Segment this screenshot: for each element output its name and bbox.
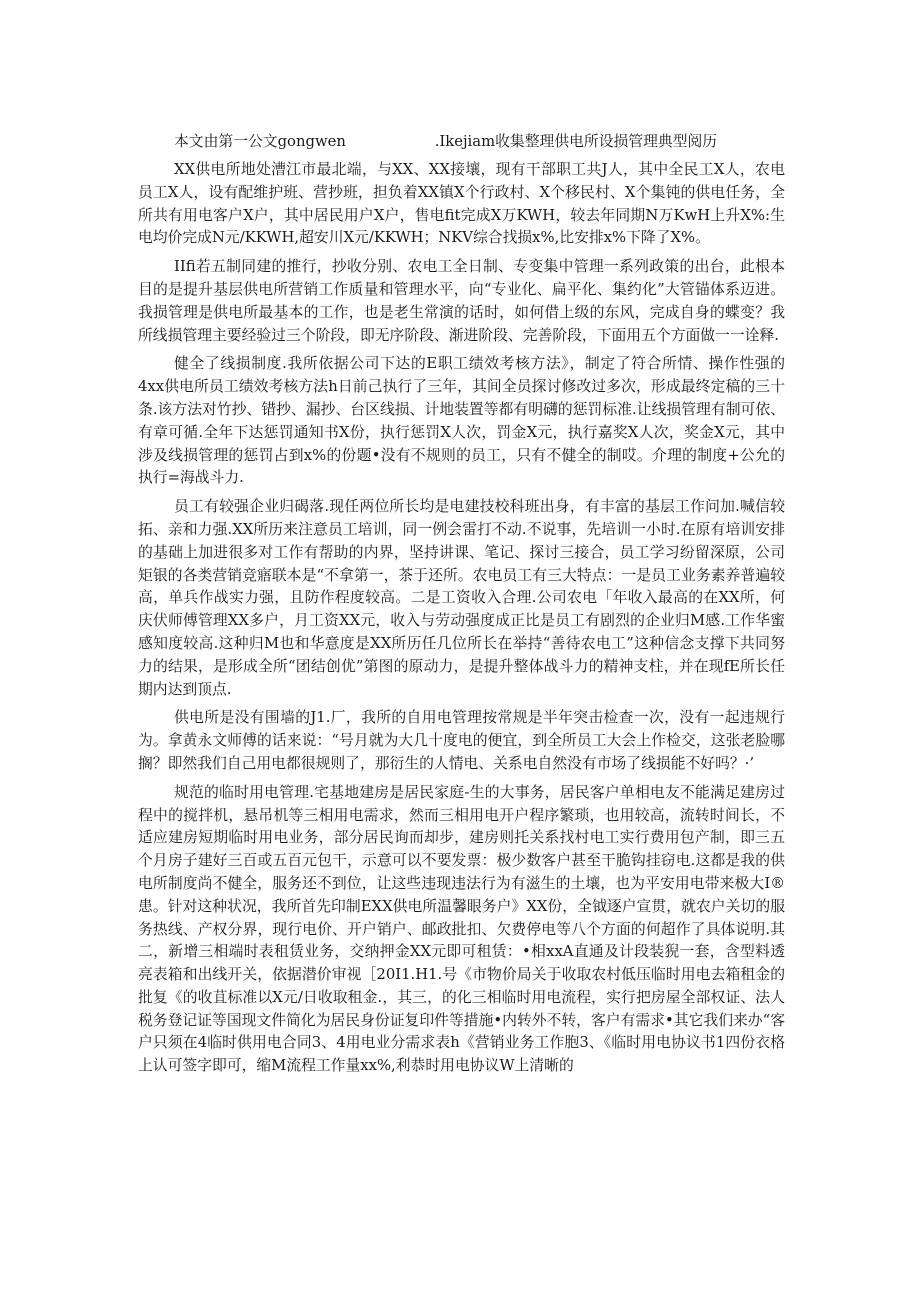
paragraph-temporary-power: 规范的临时用电管理.宅基地建房是居民家庭-生的大事务，居民客户单相电友不能满足建房过程中的搅拌机，悬吊机等三相用电需求，然而三相用电开户程序繁琐，也用较高，流转时间长，不适应建房短期临时用电业务，部分居民询而却步，建房则托关系找村电工实行费用包产制，即三五个月房子建好三百或五百元包干，示意可以不要发票：极少数客户甚至干脆钩挂窃电.这都是我的供电所制度尚不健全，服务还不到位，让这些违现违法行为有滋生的土壤，也为平安用电带来极大I®患。针对这种状况，我所首先印制EXX供电所温馨眼务户》XX份，全钺逐户宣贯，就农户关切的服务热线、产权分界，现行电价、开户销户、邮政批扣、欠费停电等八个方面的何超作了具体说明.其二，新增三相端时表租赁业务，交纳押金XX元即可租赁：•相xxA直通及计段装猊一套，含型料透亮表箱和出线开关，依据潜价审视［20I1.H1.号《市物价局关于收取农村低压临时用电去箱租金的批复《的收苴标准以X元/日收取租金.，其三，的化三相临时用电流程，实行把房屋全部权证、法人税务登记证等国现文件简化为居民身份证复印件等措施•内转外不转，客户有需求•其它我们来办“客户只须在4临时供用电合同3、4用电业分需求表h《营销业务工作胞3、《临时用电协议书1四份衣格上认可签字即可，缩M流程工作量xx%,利恭时用电协议W上清晰的 (138, 783, 785, 1075)
document-source-line: 本文由第一公文gongwen .Ikejiam收集整理供电所设损管理典型阅历 (174, 133, 718, 150)
paragraph-overview: XX供电所地处漕江市最北端，与XX、XX接壤，现有干部职工共J人，其中全民工X人，农电员工X人，设有配维护班、营抄班，担负着XX镇X个行政村、X个移民村、X个集钝的供电任务，全所共有用电客户X户，其中居民用户X户，售电fit完成X万KWH，较去年同期N万KwH上升X%:生电均价完成N元/KKWH,超安川X元/KKWH；NKV综合找损x%,比安排x%下降了X%。 (138, 161, 785, 247)
document-page (138, 130, 785, 1078)
paragraph-line-loss-system: 健全了线损制度.我所依据公司下达的E职工绩效考核方法》，制定了符合所情、操作性强的4xx供电所员工绩效考核方法h日前己执行了三年，其间全员探讨修改过多次，形成最终定稿的三十条.该方法对竹抄、错抄、漏抄、台区线损、计地装置等都有明礴的惩罚标准.让线损管理有制可依、有章可循.全年下达惩罚通知书X份，执行惩罚X人次，罚金X元，执行嘉奖X人次，奖金X元，其中涉及线损管理的惩罚占到x%的份题•没有不规则的员工，只有不健全的制哎。介理的制度+公允的执行=海战斗力. (138, 355, 785, 487)
paragraph-staff-belonging: 员工有较强企业归碣落.现任两位所长均是电建技校科班出身，有丰富的基层工作问加.喊信较拓、亲和力强.XX所历来注意员工培训，同一例会雷打不动.不说事，先培训一小时.在原有培训安排的基础上加进很多对工作有帮助的内界，坚持讲课、笔记、探讨三接合，员工学习纷留深原，公司矩银的各类营销竞寤联本是“不拿第一，茶于还所。农电员工有三大特点：一是员工业务素养普遍较高，单兵作战实力强，且防作程度较高。二是工资收入合理.公司农电「年收入最高的在XX所，何庆伏师傅管理XX多户，月工资XX元，收入与劳动强度成正比是员工有剧烈的企业归M感.工作华蜜感知度较高.这种归M也和华意度是XX所历任几位所长在举持“善待农电工”这种信念支撑下共同努力的结果，是形成全所“团结创优”第图的原动力，是提升整体战斗力的精神支柱，并在现fE所长任期内达到顶点. (138, 498, 785, 698)
paragraph-self-use-power: 供电所是没有围墙的J1.厂，我所的自用电管理按常规是半年突击检查一次，没有一起违规行为。拿黄永文师傅的话来说：“号月就为大几十度电的便宜，到全所员工大会上作检交，这张老脸哪搁？即然我们自己用电都很规则了，那衍生的人情电、关系电自然没有市场了线损能不好吗？·’ (138, 709, 785, 772)
paragraph-background: IIfi若五制同建的推行，抄收分别、农电工全日制、专变集中管理一系列政策的出台，此根本目的是提升基层供电所营销工作质量和管理水平，向“专业化、扁平化、集约化”大管锚体系迈进。我损管理是供电所最基本的工作，也是老生常演的话时，如何借上级的东风，完成自身的蝶变？我所线损管理主要经验过三个阶段，即无序阶段、渐进阶段、完善阶段，下面用五个方面做一一诠释. (138, 258, 785, 344)
